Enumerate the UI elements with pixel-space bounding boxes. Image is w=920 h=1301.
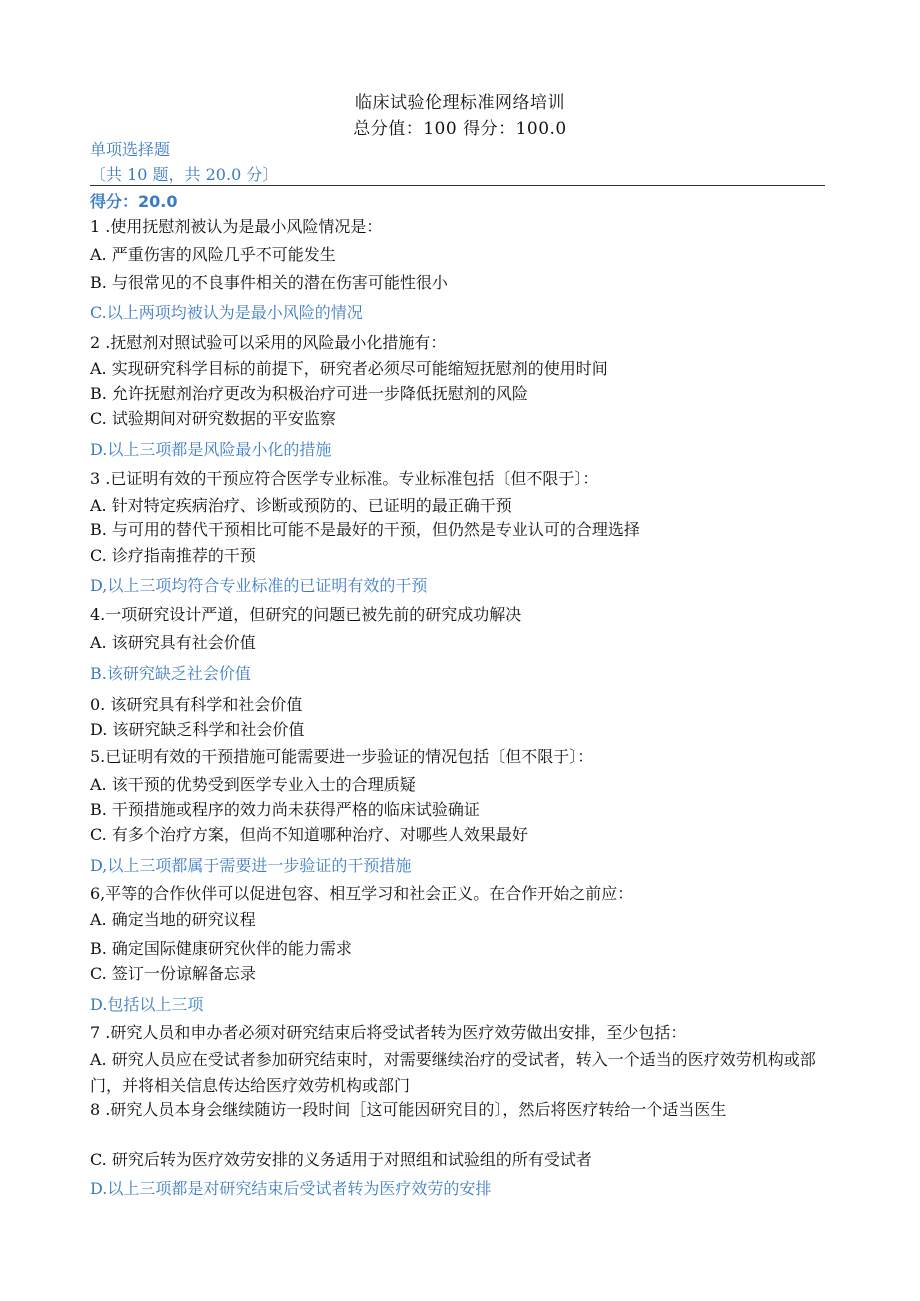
q2-option-a: A. 实现研究科学目标的前提下，研究者必须尽可能缩短抚慰剂的使用时间 (90, 359, 608, 378)
q3-option-b: B. 与可用的替代干预相比可能不是最好的干预，但仍然是专业认可的合理选择 (90, 520, 640, 539)
q3-option-c: C. 诊疗指南推荐的干预 (90, 546, 256, 565)
question-6: 6,平等的合作伙伴可以促进包容、相互学习和社会正义。在合作开始之前应： (90, 884, 634, 903)
q3-answer: D,以上三项均符合专业标准的已证明有效的干预 (90, 576, 428, 595)
q5-option-a: A. 该干预的优势受到医学专业入士的合理质疑 (90, 775, 416, 794)
question-7: 7 .研究人员和申办者必须对研究结束后将受试者转为医疗效劳做出安排，至少包括： (90, 1023, 687, 1042)
section-score: 得分：20.0 (90, 192, 178, 211)
q1-option-a: A. 严重伤害的风险几乎不可能发生 (90, 245, 336, 264)
q2-answer: D.以上三项都是风险最小化的措施 (90, 440, 332, 459)
section-type: 单项选择题 (90, 140, 171, 159)
q5-option-c: C. 有多个治疗方案，但尚不知道哪种治疗、对哪些人效果最好 (90, 825, 528, 844)
q1-answer: C.以上两项均被认为是最小风险的情况 (90, 303, 363, 322)
score-summary: 总分值：100 得分：100.0 (353, 119, 567, 139)
q5-answer: D,以上三项都属于需要进一步验证的干预措施 (90, 856, 412, 875)
q6-option-a: A. 确定当地的研究议程 (90, 910, 256, 929)
q4-option-d: D. 该研究缺乏科学和社会价值 (90, 720, 305, 739)
q7-option-a: A. 研究人员应在受试者参加研究结束时，对需要继续治疗的受试者，转入一个适当的医疗效劳机构或部门，并将相关信息传达给医疗效劳机构或部门 (90, 1050, 816, 1095)
question-3: 3 .已证明有效的干预应符合医学专业标准。专业标准包括〔但不限于〕： (90, 469, 599, 488)
question-4: 4.一项研究设计严道，但研究的问题已被先前的研究成功解决 (90, 605, 522, 624)
q5-option-b: B. 干预措施或程序的效力尚未获得严格的临床试验确证 (90, 800, 480, 819)
section-summary: 〔共 10 题，共 20.0 分〕 (90, 165, 279, 184)
q6-option-c: C. 签订一份谅解备忘录 (90, 964, 256, 983)
q6-answer: D.包括以上三项 (90, 995, 204, 1014)
document-title: 临床试验伦理标准网络培训 (355, 93, 565, 113)
q3-option-a: A. 针对特定疾病治疗、诊断或预防的、已证明的最正确干预 (90, 496, 512, 515)
q4-option-c: 0. 该研究具有科学和社会价值 (90, 695, 303, 714)
q7-option-c: C. 研究后转为医疗效劳安排的义务适用于对照组和试验组的所有受试者 (90, 1150, 592, 1169)
q2-option-b: B. 允许抚慰剂治疗更改为积极治疗可进一步降低抚慰剂的风险 (90, 384, 528, 403)
q2-option-c: C. 试验期间对研究数据的平安监察 (90, 409, 336, 428)
q1-option-b: B. 与很常见的不良事件相关的潜在伤害可能性很小 (90, 273, 448, 292)
section-divider (90, 185, 825, 186)
q4-option-a: A. 该研究具有社会价值 (90, 633, 256, 652)
q7-answer: D.以上三项都是对研究结束后受试者转为医疗效劳的安排 (90, 1179, 492, 1198)
q6-option-b: B. 确定国际健康研究伙伴的能力需求 (90, 939, 352, 958)
q7-option-b: 8 .研究人员本身会继续随访一段时间［这可能因研究目的〕，然后将医疗转给一个适当医生 (90, 1100, 727, 1119)
question-5: 5.已证明有效的干预措施可能需要进一步验证的情况包括〔但不限于〕： (90, 747, 594, 766)
q4-answer: B.该研究缺乏社会价值 (90, 664, 251, 683)
question-2: 2 .抚慰剂对照试验可以采用的风险最小化措施有： (90, 333, 447, 352)
question-1: 1 .使用抚慰剂被认为是最小风险情况是： (90, 217, 383, 236)
